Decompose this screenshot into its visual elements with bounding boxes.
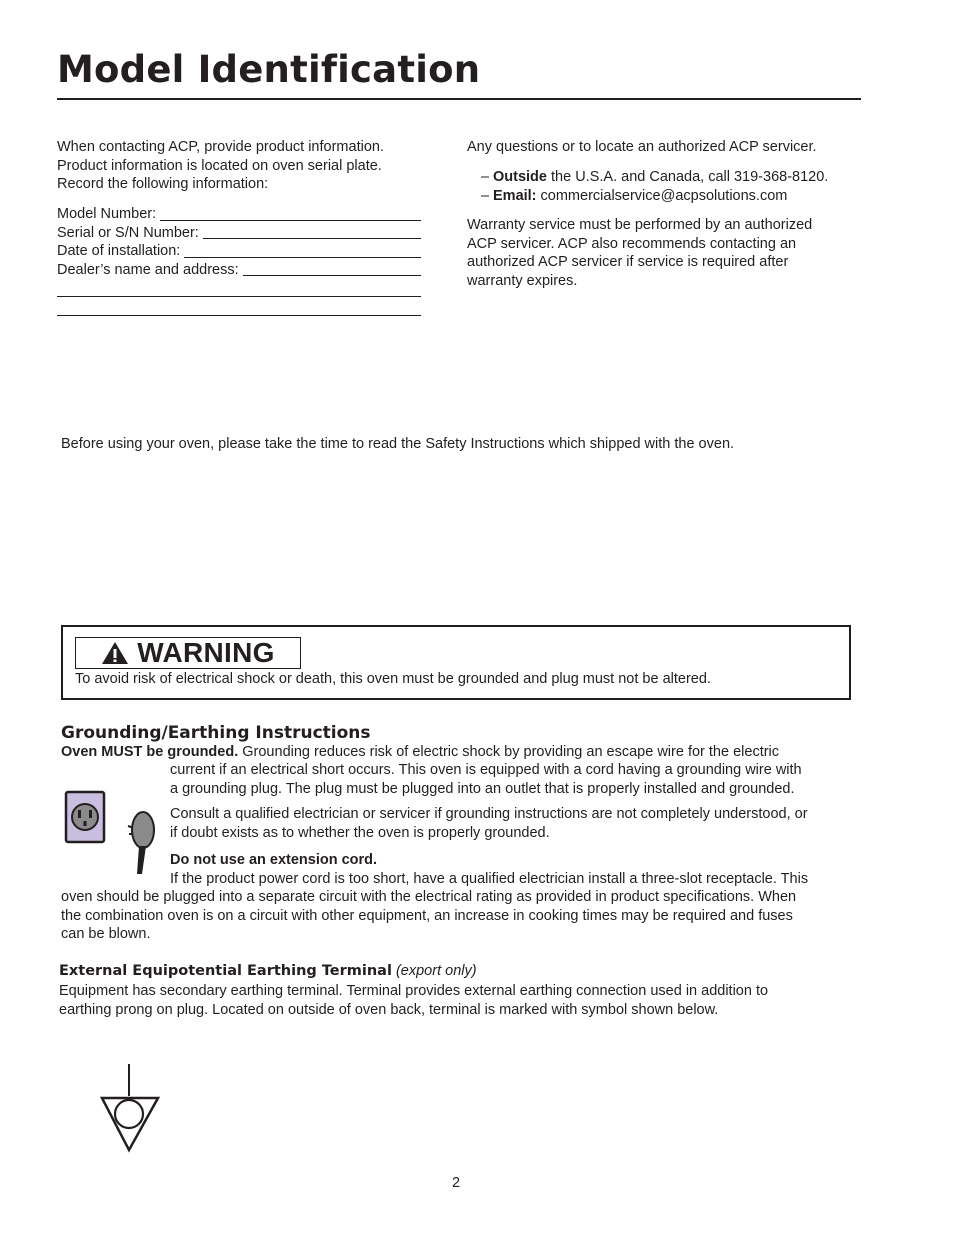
warning-label xyxy=(75,637,301,669)
grounding-p3-rest: oven should be plugged into a separate circuit with the electrical rating as provided in product specifications. When the combination oven is on a circuit with other equipment, an increase in cooking times may be required and fuses can be blown. xyxy=(61,889,797,943)
service-intro: Any questions or to locate an authorized ACP servicer. xyxy=(467,139,817,155)
terminal-heading: External Equipotential Earthing Terminal xyxy=(59,963,392,979)
warranty-note: Warranty service must be performed by an authorized ACP servicer. ACP also recommends contacting an authorized ACP servicer if service is required after warranty expires. xyxy=(467,217,813,289)
model-number-field[interactable] xyxy=(57,205,421,224)
safety-note: Before using your oven, please take the time to read the Safety Instructions which shipped with the oven. xyxy=(61,436,735,452)
field-label: Dealer’s name and address: xyxy=(57,261,239,278)
warning-title: WARNING xyxy=(137,637,275,668)
extension-cord-heading: Do not use an extension cord. xyxy=(170,852,378,868)
serial-number-field[interactable] xyxy=(57,224,421,243)
warning-text: To avoid risk of electrical shock or death, this oven must be grounded and plug must not be altered. xyxy=(75,671,711,687)
dealer-line-3[interactable] xyxy=(57,315,421,316)
grounding-p1-first: Oven MUST be grounded. Grounding reduces risk of electric shock by providing an escape wire for the electric xyxy=(61,744,780,760)
terminal-heading-row xyxy=(59,963,477,979)
title-rule xyxy=(57,98,861,100)
field-label: Date of installation: xyxy=(57,243,181,260)
intro-line: Product information is located on oven serial plate. xyxy=(57,157,382,174)
contact-email: – Email: commercialservice@acpsolutions.com xyxy=(481,187,788,204)
dealer-line-2[interactable] xyxy=(57,296,421,297)
dealer-field[interactable] xyxy=(57,261,421,280)
plug-icon xyxy=(122,808,158,878)
field-label: Serial or S/N Number: xyxy=(57,224,199,241)
equipotential-symbol-icon xyxy=(100,1062,160,1154)
intro-line: Record the following information: xyxy=(57,176,269,193)
grounding-p1-rest: current if an electrical short occurs. This oven is equipped with a cord having a grounding wire with a grounding plug. The plug must be plugged into an outlet that is properly installed and grounded. xyxy=(170,762,802,797)
contact-outside: – Outside the U.S.A. and Canada, call 319-368-8120. xyxy=(481,169,829,185)
terminal-heading-note: (export only) xyxy=(395,963,477,979)
intro-line: When contacting ACP, provide product information. xyxy=(57,139,384,155)
warning-triangle-icon xyxy=(101,641,129,665)
grounding-heading: Grounding/Earthing Instructions xyxy=(61,723,371,743)
install-date-field[interactable] xyxy=(57,242,421,261)
field-label: Model Number: xyxy=(57,206,157,222)
email-link[interactable]: commercialservice@acpsolutions.com xyxy=(536,187,788,204)
page-title: Model Identification xyxy=(57,48,481,91)
page-number: 2 xyxy=(452,1175,461,1191)
record-form xyxy=(57,205,421,279)
contact-intro xyxy=(57,138,384,194)
outlet-icon xyxy=(64,790,106,844)
grounding-p3-first: If the product power cord is too short, have a qualified electrician install a three-slot receptacle. This xyxy=(170,871,809,887)
terminal-text: Equipment has secondary earthing terminal. Terminal provides external earthing connection used in addition to earthing prong on plug. Located on outside of oven back, terminal is marked with symbol shown below. xyxy=(59,983,769,1018)
grounding-p2: Consult a qualified electrician or servicer if grounding instructions are not completely understood, or if doubt exists as to whether the oven is properly grounded. xyxy=(170,806,808,841)
contact-list xyxy=(481,168,828,205)
